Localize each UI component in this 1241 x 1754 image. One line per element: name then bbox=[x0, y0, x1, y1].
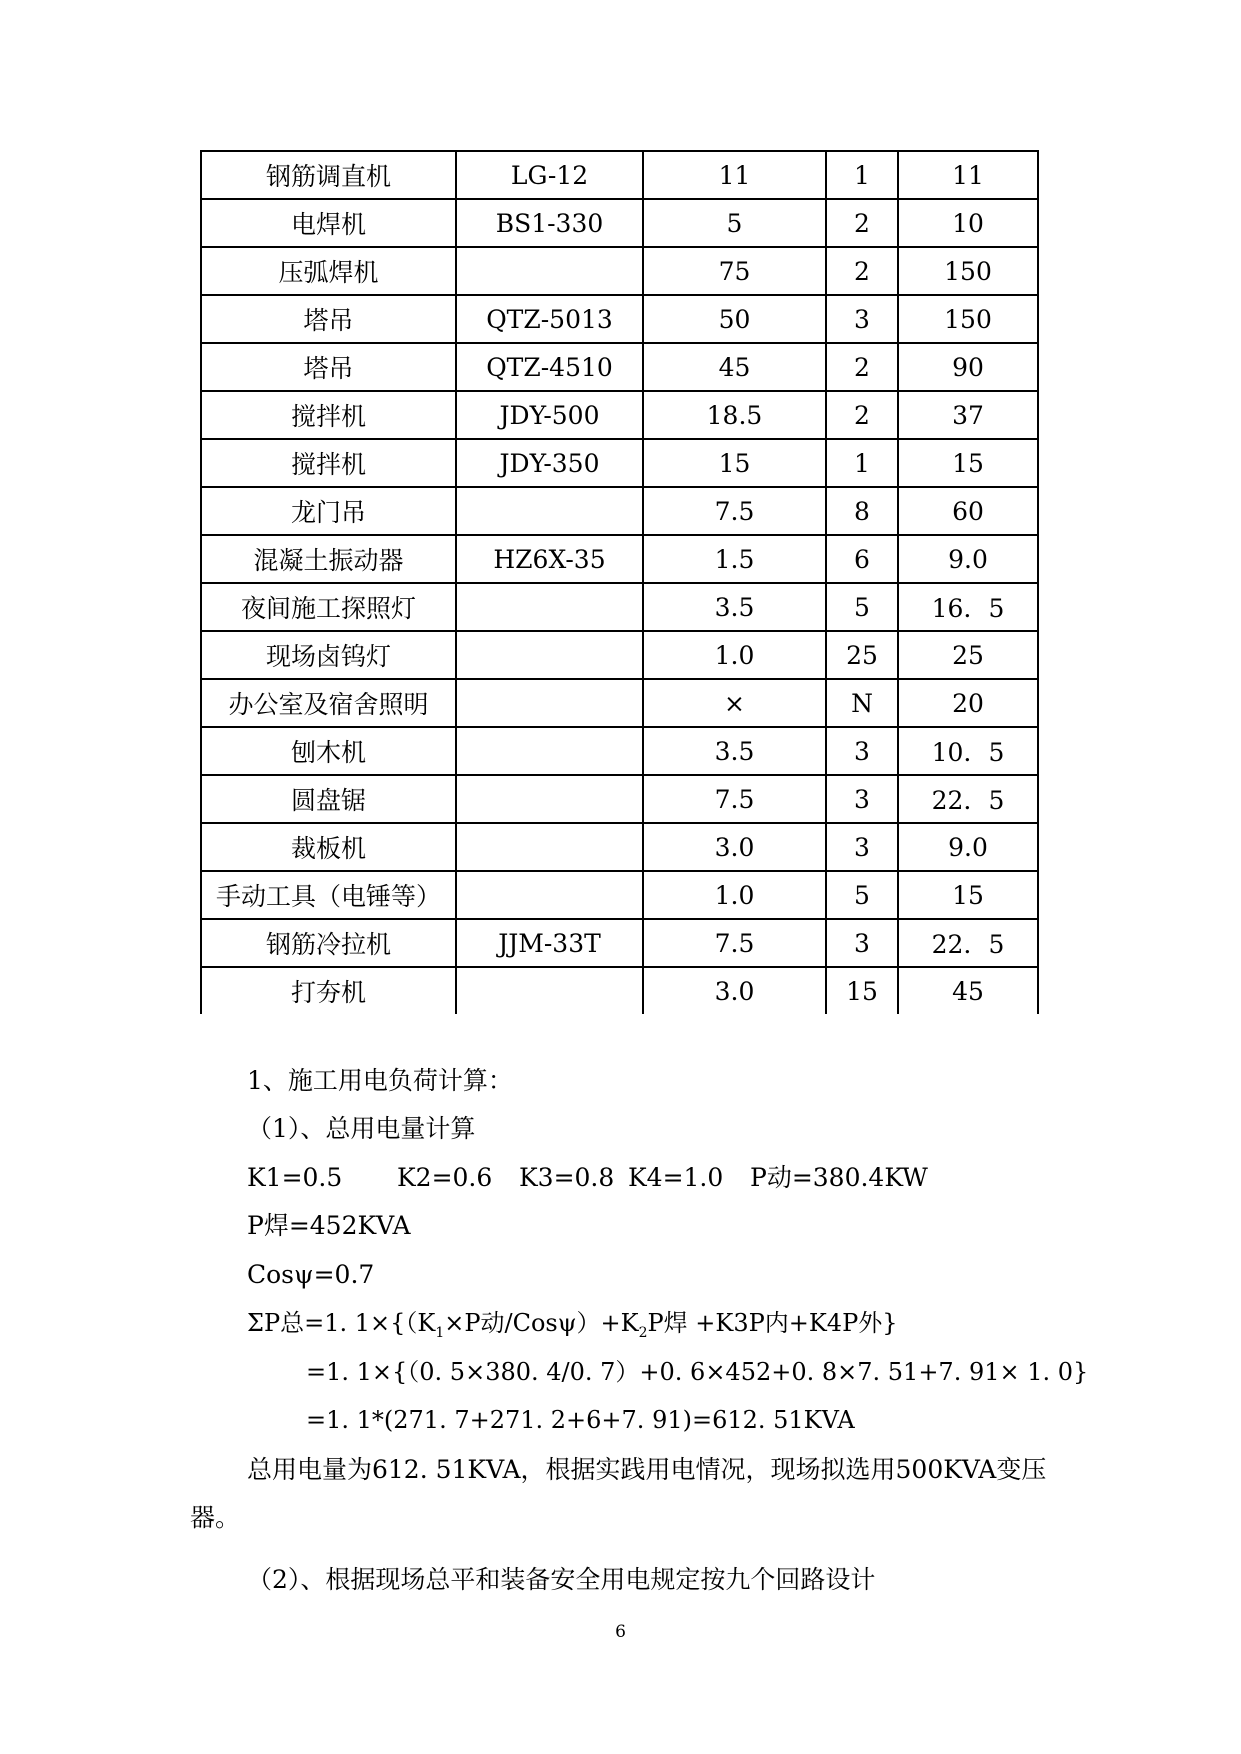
table-row bbox=[201, 199, 1038, 247]
table-row bbox=[201, 343, 1038, 391]
p-welding: P焊=452KVA bbox=[247, 1211, 411, 1240]
table-row bbox=[201, 919, 1038, 967]
total-power-cell: 25 bbox=[898, 631, 1038, 679]
total-power-cell: 15 bbox=[898, 871, 1038, 919]
model-cell bbox=[456, 871, 643, 919]
model-cell bbox=[456, 823, 643, 871]
total-power-cell: 60 bbox=[898, 487, 1038, 535]
equipment-name-cell: 夜间施工探照灯 bbox=[201, 583, 456, 631]
unit-power-cell: 15 bbox=[643, 439, 826, 487]
total-power-cell: 20 bbox=[898, 679, 1038, 727]
total-power-cell: 11 bbox=[898, 151, 1038, 199]
model-cell bbox=[456, 775, 643, 823]
total-power-cell: 22．5 bbox=[898, 919, 1038, 967]
unit-power-cell: 75 bbox=[643, 247, 826, 295]
model-cell bbox=[456, 967, 643, 1014]
table-row bbox=[201, 535, 1038, 583]
total-power-cell: 9.0 bbox=[898, 535, 1038, 583]
equipment-name-cell: 压弧焊机 bbox=[201, 247, 456, 295]
quantity-cell: 25 bbox=[826, 631, 898, 679]
unit-power-cell: 45 bbox=[643, 343, 826, 391]
equipment-name-cell: 钢筋调直机 bbox=[201, 151, 456, 199]
unit-power-cell: 7.5 bbox=[643, 487, 826, 535]
quantity-cell: 3 bbox=[826, 295, 898, 343]
coef-k3: K3=0.8 bbox=[519, 1163, 615, 1192]
quantity-cell: N bbox=[826, 679, 898, 727]
quantity-cell: 3 bbox=[826, 823, 898, 871]
unit-power-cell: 7.5 bbox=[643, 775, 826, 823]
equipment-name-cell: 手动工具（电锤等） bbox=[201, 871, 456, 919]
total-power-cell: 22．5 bbox=[898, 775, 1038, 823]
model-cell: JDY-350 bbox=[456, 439, 643, 487]
quantity-cell: 5 bbox=[826, 871, 898, 919]
page-number: 6 bbox=[615, 1622, 626, 1642]
quantity-cell: 1 bbox=[826, 151, 898, 199]
table-row bbox=[201, 247, 1038, 295]
conclusion-line-2: 器。 bbox=[190, 1503, 241, 1532]
model-cell bbox=[456, 583, 643, 631]
unit-power-cell: 3.0 bbox=[643, 967, 826, 1014]
model-cell: QTZ-4510 bbox=[456, 343, 643, 391]
table-row bbox=[201, 775, 1038, 823]
table-row bbox=[201, 583, 1038, 631]
quantity-cell: 2 bbox=[826, 391, 898, 439]
calc-step-1: =1. 1×{（0. 5×380. 4/0. 7）+0. 6×452+0. 8×7. 51+7. 91× 1. 0} bbox=[306, 1358, 1089, 1386]
conclusion-line-1: 总用电量为612. 51KVA，根据实践用电情况，现场拟选用500KVA变压 bbox=[247, 1455, 1047, 1484]
table-row bbox=[201, 151, 1038, 199]
total-power-cell: 90 bbox=[898, 343, 1038, 391]
model-cell bbox=[456, 247, 643, 295]
unit-power-cell: 3.0 bbox=[643, 823, 826, 871]
equipment-name-cell: 打夯机 bbox=[201, 967, 456, 1014]
model-cell: JDY-500 bbox=[456, 391, 643, 439]
equipment-name-cell: 圆盘锯 bbox=[201, 775, 456, 823]
total-power-cell: 10 bbox=[898, 199, 1038, 247]
equipment-table bbox=[200, 150, 1039, 1014]
table-row bbox=[201, 823, 1038, 871]
unit-power-cell: 3.5 bbox=[643, 583, 826, 631]
table-row bbox=[201, 871, 1038, 919]
coef-k2: K2=0.6 bbox=[397, 1163, 493, 1192]
total-power-cell: 150 bbox=[898, 247, 1038, 295]
total-power-cell: 150 bbox=[898, 295, 1038, 343]
calc-step-2: =1. 1*(271. 7+271. 2+6+7. 91)=612. 51KVA bbox=[306, 1406, 855, 1434]
table-row bbox=[201, 631, 1038, 679]
equipment-name-cell: 电焊机 bbox=[201, 199, 456, 247]
equipment-name-cell: 搅拌机 bbox=[201, 439, 456, 487]
unit-power-cell: 3.5 bbox=[643, 727, 826, 775]
heading-load-calculation: 1、施工用电负荷计算： bbox=[247, 1066, 513, 1095]
table-row bbox=[201, 679, 1038, 727]
model-cell bbox=[456, 487, 643, 535]
table-row bbox=[201, 487, 1038, 535]
unit-power-cell: 1.5 bbox=[643, 535, 826, 583]
table-row bbox=[201, 439, 1038, 487]
equipment-name-cell: 现场卤钨灯 bbox=[201, 631, 456, 679]
table-row bbox=[201, 295, 1038, 343]
quantity-cell: 2 bbox=[826, 199, 898, 247]
equipment-name-cell: 办公室及宿舍照明 bbox=[201, 679, 456, 727]
table-row bbox=[201, 967, 1038, 1014]
quantity-cell: 3 bbox=[826, 775, 898, 823]
equipment-name-cell: 塔吊 bbox=[201, 343, 456, 391]
model-cell: QTZ-5013 bbox=[456, 295, 643, 343]
equipment-name-cell: 混凝土振动器 bbox=[201, 535, 456, 583]
quantity-cell: 2 bbox=[826, 247, 898, 295]
unit-power-cell: 11 bbox=[643, 151, 826, 199]
equipment-name-cell: 搅拌机 bbox=[201, 391, 456, 439]
equipment-name-cell: 刨木机 bbox=[201, 727, 456, 775]
model-cell bbox=[456, 631, 643, 679]
heading-circuit-design: （2）、根据现场总平和装备安全用电规定按九个回路设计 bbox=[247, 1565, 876, 1594]
total-power-cell: 16．5 bbox=[898, 583, 1038, 631]
model-cell: BS1-330 bbox=[456, 199, 643, 247]
quantity-cell: 6 bbox=[826, 535, 898, 583]
p-motor: P动=380.4KW bbox=[750, 1163, 928, 1192]
table-row bbox=[201, 727, 1038, 775]
equipment-name-cell: 塔吊 bbox=[201, 295, 456, 343]
model-cell: LG-12 bbox=[456, 151, 643, 199]
quantity-cell: 2 bbox=[826, 343, 898, 391]
unit-power-cell: 1.0 bbox=[643, 631, 826, 679]
quantity-cell: 15 bbox=[826, 967, 898, 1014]
model-cell: JJM-33T bbox=[456, 919, 643, 967]
quantity-cell: 1 bbox=[826, 439, 898, 487]
equipment-name-cell: 裁板机 bbox=[201, 823, 456, 871]
unit-power-cell: 50 bbox=[643, 295, 826, 343]
coef-k4: K4=1.0 bbox=[628, 1163, 724, 1192]
quantity-cell: 3 bbox=[826, 919, 898, 967]
equipment-name-cell: 龙门吊 bbox=[201, 487, 456, 535]
total-power-cell: 10．5 bbox=[898, 727, 1038, 775]
model-cell: HZ6X-35 bbox=[456, 535, 643, 583]
unit-power-cell: 18.5 bbox=[643, 391, 826, 439]
coef-k1: K1=0.5 bbox=[247, 1163, 343, 1192]
total-power-cell: 45 bbox=[898, 967, 1038, 1014]
equipment-name-cell: 钢筋冷拉机 bbox=[201, 919, 456, 967]
total-power-formula: ΣP总=1. $1\times\{(K_1\times P$动$/Cos\psi)+K_2P$焊 +K3P内+K4P外} bbox=[247, 1309, 898, 1341]
unit-power-cell: 7.5 bbox=[643, 919, 826, 967]
unit-power-cell: 5 bbox=[643, 199, 826, 247]
cos-phi: Cosψ=0.7 bbox=[247, 1260, 375, 1289]
heading-total-power: （1）、总用电量计算 bbox=[247, 1114, 476, 1143]
total-power-cell: 15 bbox=[898, 439, 1038, 487]
model-cell bbox=[456, 679, 643, 727]
total-power-cell: 9.0 bbox=[898, 823, 1038, 871]
quantity-cell: 8 bbox=[826, 487, 898, 535]
quantity-cell: 3 bbox=[826, 727, 898, 775]
unit-power-cell: × bbox=[643, 679, 826, 727]
table-row bbox=[201, 391, 1038, 439]
unit-power-cell: 1.0 bbox=[643, 871, 826, 919]
total-power-cell: 37 bbox=[898, 391, 1038, 439]
model-cell bbox=[456, 727, 643, 775]
quantity-cell: 5 bbox=[826, 583, 898, 631]
